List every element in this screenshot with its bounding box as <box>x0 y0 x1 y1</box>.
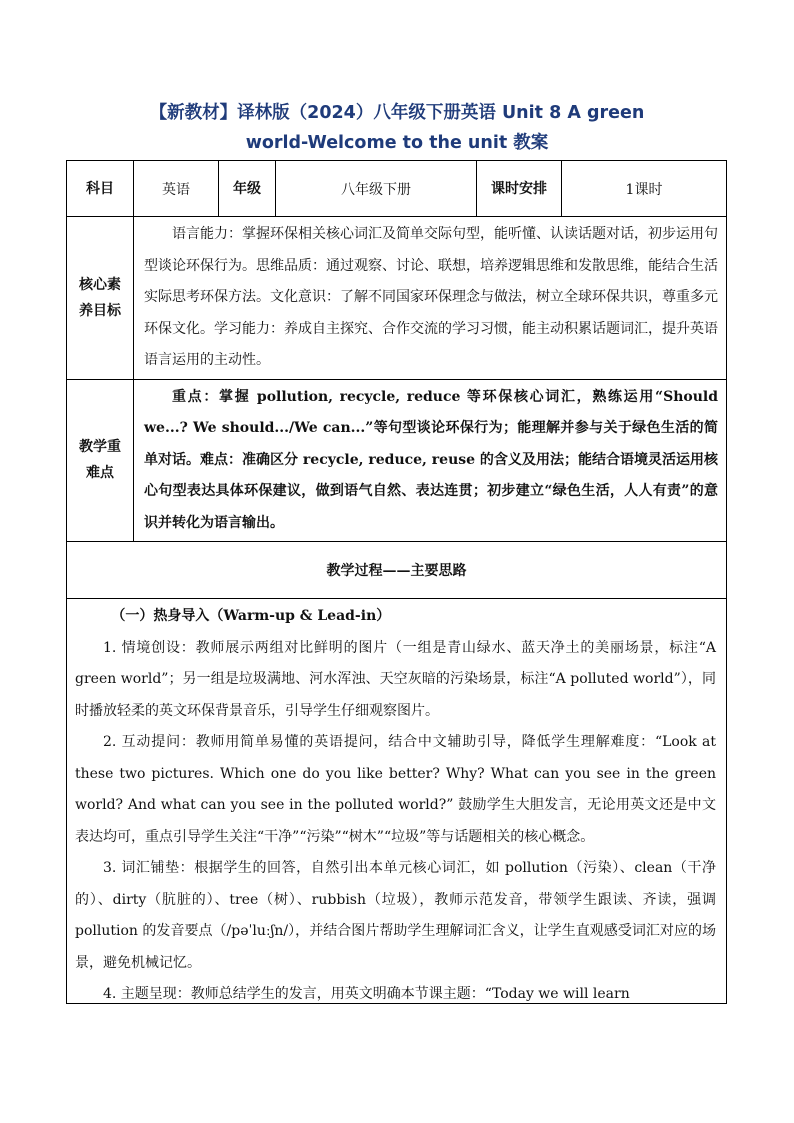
literacy-row <box>67 217 727 380</box>
process-section-title: 教学过程——主要思路 <box>67 542 727 599</box>
process-item: 3. 词汇铺垫：根据学生的回答，自然引出本单元核心词汇，如 pollution（污染）、clean（干净的）、dirty（肮脏的）、tree（树）、rubbish（垃圾），教师示范发音，带领学生跟读、齐读，强调 pollution 的发音要点（/pəˈluːʃn/），并结合图片帮助学生理解词汇含义，让学生直观感受词汇对应的场景，避免机械记忆。 <box>75 860 716 971</box>
process-title-row <box>67 542 727 599</box>
key-points-text: 重点：掌握 pollution, recycle, reduce 等环保核心词汇，熟练运用“Should we...? We should.../We can...”等句型谈论环保行为；能理解并参与关于绿色生活的简单对话。难点：准确区分 recycle, reduce, reuse 的含义及用法；能结合语境灵活运用核心句型表达具体环保建议，做到语气自然、表达连贯；初步建立“绿色生活，人人有责”的意识并转化为语言输出。 <box>144 388 718 531</box>
title-line-1: 【新教材】译林版（2024）八年级下册英语 Unit 8 A green <box>149 103 645 123</box>
process-item: 1. 情境创设：教师展示两组对比鲜明的图片（一组是青山绿水、蓝天净土的美丽场景，标注“A green world”；另一组是垃圾满地、河水浑浊、天空灰暗的污染场景，标注“A polluted world”），同时播放轻柔的英文环保背景音乐，引导学生仔细观察图片。 <box>75 639 716 719</box>
literacy-content <box>134 217 727 380</box>
process-content <box>67 599 727 1004</box>
subject-value: 英语 <box>134 161 219 217</box>
info-row <box>67 161 727 217</box>
hours-label: 课时安排 <box>477 161 562 217</box>
key-points-content <box>134 379 727 542</box>
process-item: 4. 主题呈现：教师总结学生的发言，用英文明确本节课主题：“Today we will learn <box>103 986 630 1002</box>
key-points-label: 教学重难点 <box>67 379 134 542</box>
literacy-text: 语言能力：掌握环保相关核心词汇及简单交际句型，能听懂、认读话题对话，初步运用句型谈论环保行为。思维品质：通过观察、讨论、联想，培养逻辑思维和发散思维，能结合生活实际思考环保方法。文化意识：了解不同国家环保理念与做法，树立全球环保共识，尊重多元环保文化。学习能力：养成自主探究、合作交流的学习习惯，能主动积累话题词汇，提升英语语言运用的主动性。 <box>144 226 718 368</box>
key-points-row <box>67 379 727 542</box>
lesson-plan-table <box>66 160 727 1004</box>
grade-value: 八年级下册 <box>276 161 477 217</box>
title-line-2: world-Welcome to the unit 教案 <box>245 133 549 153</box>
hours-value: 1课时 <box>562 161 727 217</box>
process-item: 2. 互动提问：教师用简单易懂的英语提问，结合中文辅助引导，降低学生理解难度：“Look at these two pictures. Which one do you like better? Why? What can you see in the green world? And what can you see in the polluted world?” 鼓励学生大胆发言，无论用英文还是中文表达均可，重点引导学生关注“干净”“污染”“树木”“垃圾”等与话题相关的核心概念。 <box>75 734 716 845</box>
document-title <box>60 98 734 158</box>
grade-label: 年级 <box>219 161 276 217</box>
literacy-label: 核心素养目标 <box>67 217 134 380</box>
subject-label: 科目 <box>67 161 134 217</box>
process-subheading: （一）热身导入（Warm-up & Lead-in） <box>111 608 391 624</box>
process-row <box>67 599 727 1004</box>
